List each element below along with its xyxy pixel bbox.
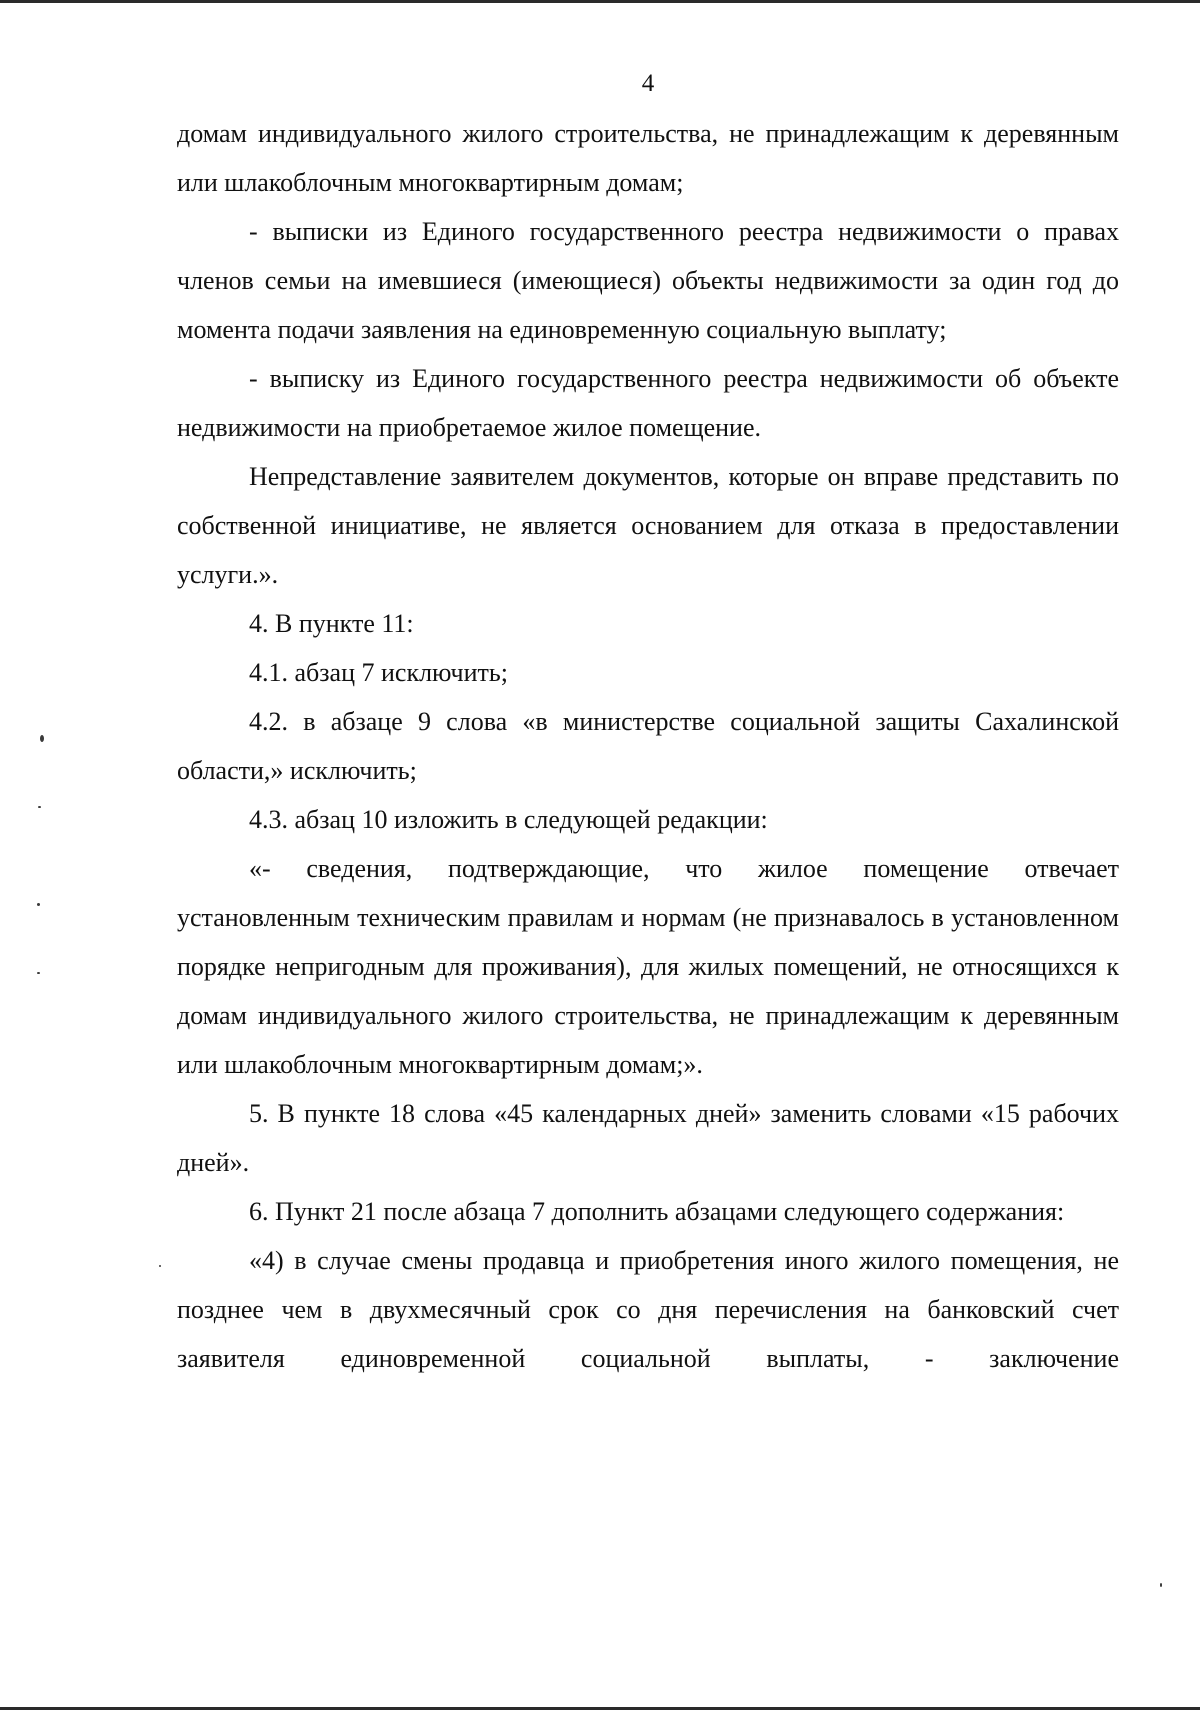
scan-speck: [159, 1265, 161, 1267]
paragraph-extract-property: - выписку из Единого государственного реестра недвижимости об объекте недвижимости на приобретаемое жилое помещение.: [177, 364, 1119, 442]
paragraph-quoted-item-4: «4) в случае смены продавца и приобретения иного жилого помещения, не позднее чем в двухмесячный срок со дня перечисления на банковский счет заявителя единовременной социальной выплаты, - заключение: [177, 1246, 1119, 1373]
scan-speck: [40, 735, 44, 742]
scan-speck: [37, 972, 40, 974]
paragraph-item-4-1: 4.1. абзац 7 исключить;: [249, 658, 508, 687]
scan-bottom-edge: [0, 1707, 1200, 1710]
scan-speck: [1160, 1583, 1162, 1587]
paragraph-item-4-2: 4.2. в абзаце 9 слова «в министерстве социальной защиты Сахалинской области,» исключить;: [177, 707, 1119, 785]
paragraph-quoted-information: «- сведения, подтверждающие, что жилое помещение отвечает установленным техническим правилам и нормам (не признавалось в установленном порядке непригодным для проживания), для жилых помещений, не относящихся к домам индивидуального жилого строительства, не принадлежащим к деревянным или шлакоблочным многоквартирным домам;».: [177, 854, 1119, 1079]
scan-top-edge: [0, 0, 1200, 3]
paragraph-continuation: домам индивидуального жилого строительства, не принадлежащим к деревянным или шлакоблочным многоквартирным домам;: [177, 119, 1119, 197]
paragraph-extract-family-rights: - выписки из Единого государственного реестра недвижимости о правах членов семьи на имевшиеся (имеющиеся) объекты недвижимости за один год до момента подачи заявления на единовременную социальную выплату;: [177, 217, 1119, 344]
paragraph-item-6: 6. Пункт 21 после абзаца 7 дополнить абзацами следующего содержания:: [249, 1197, 1065, 1226]
document-body: [177, 109, 1119, 1383]
page-number: 4: [641, 70, 655, 97]
paragraph-non-submission: Непредставление заявителем документов, которые он вправе представить по собственной инициативе, не является основанием для отказа в предоставлении услуги.».: [177, 462, 1119, 589]
scan-speck: [37, 903, 40, 906]
scan-speck: [38, 806, 41, 808]
paragraph-item-5: 5. В пункте 18 слова «45 календарных дней» заменить словами «15 рабочих дней».: [177, 1099, 1119, 1177]
paragraph-item-4-3: 4.3. абзац 10 изложить в следующей редакции:: [249, 805, 768, 834]
paragraph-item-4: 4. В пункте 11:: [249, 609, 414, 638]
